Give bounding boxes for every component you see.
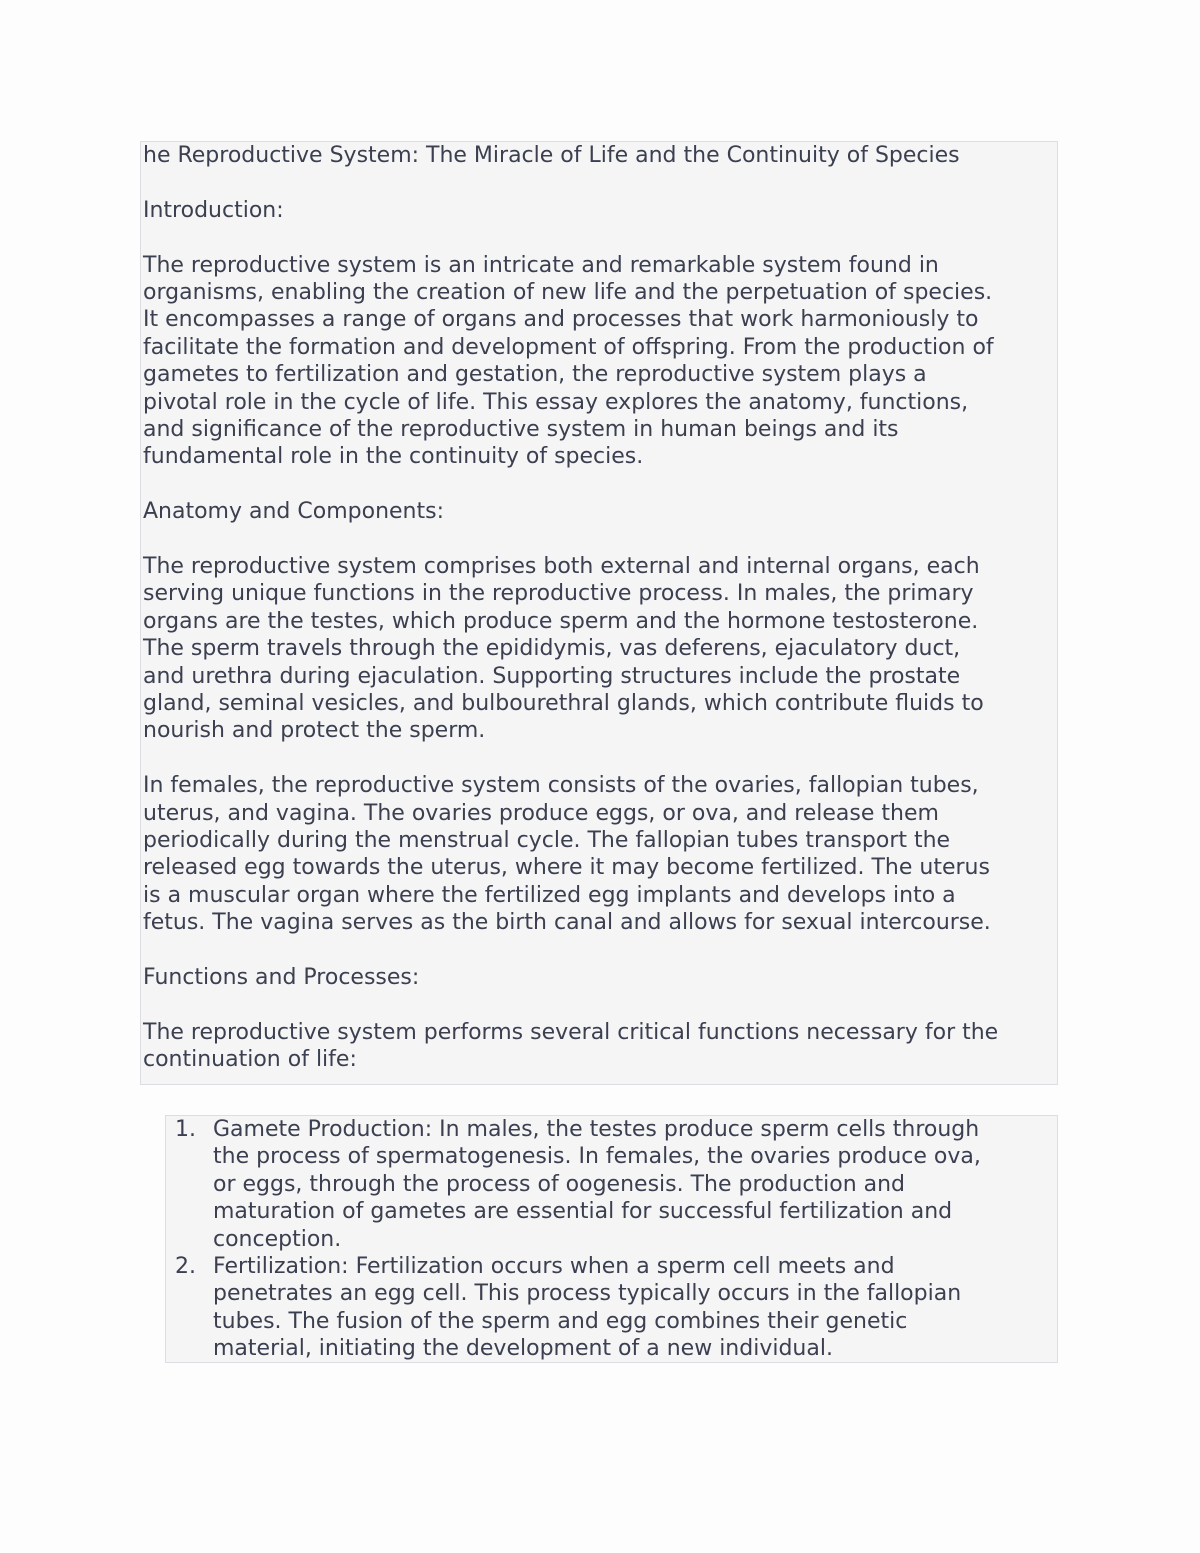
- list-item-line: conception.: [213, 1226, 342, 1252]
- paragraph-line: continuation of life:: [143, 1047, 357, 1073]
- paragraph-line: nourish and protect the sperm.: [143, 718, 486, 744]
- paragraph-line: released egg towards the uterus, where it may become fertilized. The uterus: [143, 855, 990, 881]
- functions-list: [166, 1116, 1057, 1363]
- document-title: he Reproductive System: The Miracle of Life and the Continuity of Species: [143, 143, 960, 168]
- list-item-line: Fertilization: Fertilization occurs when a sperm cell meets and: [213, 1254, 895, 1280]
- paragraph-line: gametes to fertilization and gestation, the reproductive system plays a: [143, 362, 927, 388]
- paragraph-line: The sperm travels through the epididymis, vas deferens, ejaculatory duct,: [143, 636, 961, 662]
- list-item-line: or eggs, through the process of oogenesis. The production and: [213, 1171, 906, 1197]
- functions-heading: Functions and Processes:: [143, 965, 420, 991]
- list-item-line: maturation of gametes are essential for successful fertilization and: [213, 1199, 953, 1225]
- paragraph-line: and significance of the reproductive system in human beings and its: [143, 417, 899, 443]
- paragraph-line: fundamental role in the continuity of species.: [143, 444, 644, 470]
- list-item-line: tubes. The fusion of the sperm and egg combines their genetic: [213, 1308, 908, 1334]
- paragraph-line: The reproductive system performs several critical functions necessary for the: [143, 1019, 999, 1045]
- paragraph-line: periodically during the menstrual cycle. The fallopian tubes transport the: [143, 828, 951, 854]
- paragraph-line: gland, seminal vesicles, and bulbourethral glands, which contribute fluids to: [143, 691, 984, 717]
- paragraph-line: pivotal role in the cycle of life. This essay explores the anatomy, functions,: [143, 389, 969, 415]
- paragraph-line: The reproductive system comprises both external and internal organs, each: [143, 554, 980, 580]
- paragraph-line: fetus. The vagina serves as the birth canal and allows for sexual intercourse.: [143, 910, 991, 936]
- paragraph-line: In females, the reproductive system consists of the ovaries, fallopian tubes,: [143, 773, 979, 799]
- paragraph-line: and urethra during ejaculation. Supporting structures include the prostate: [143, 663, 961, 689]
- introduction-heading: Introduction:: [143, 197, 284, 223]
- list-item: [166, 1116, 1057, 1253]
- paragraph-line: is a muscular organ where the fertilized egg implants and develops into a: [143, 882, 956, 908]
- paragraph-line: organisms, enabling the creation of new life and the perpetuation of species.: [143, 280, 993, 305]
- paragraph-line: facilitate the formation and development of offspring. From the production of: [143, 334, 994, 360]
- paragraph-line: organs are the testes, which produce sperm and the hormone testosterone.: [143, 608, 979, 634]
- functions-paragraph: [143, 1019, 1057, 1074]
- numbered-list-block: [165, 1115, 1058, 1363]
- essay-text-block: [140, 141, 1058, 1085]
- list-item-line: material, initiating the development of a new individual.: [213, 1336, 833, 1362]
- list-item-number: 2.: [175, 1254, 196, 1280]
- list-item-line: the process of spermatogenesis. In females, the ovaries produce ova,: [213, 1144, 981, 1170]
- list-item: [166, 1253, 1057, 1363]
- paragraph-line: uterus, and vagina. The ovaries produce eggs, or ova, and release them: [143, 800, 939, 826]
- anatomy-paragraph: [143, 553, 1057, 745]
- introduction-paragraph: [143, 252, 1057, 471]
- paragraph-line: The reproductive system is an intricate and remarkable system found in: [143, 252, 939, 278]
- list-item-number: 1.: [175, 1117, 196, 1142]
- anatomy-heading: Anatomy and Components:: [143, 499, 444, 525]
- list-item-line: penetrates an egg cell. This process typically occurs in the fallopian: [213, 1281, 962, 1307]
- females-paragraph: [143, 772, 1057, 936]
- paragraph-line: serving unique functions in the reproductive process. In males, the primary: [143, 581, 974, 607]
- paragraph-line: It encompasses a range of organs and processes that work harmoniously to: [143, 307, 979, 333]
- list-item-line: Gamete Production: In males, the testes produce sperm cells through: [213, 1117, 980, 1142]
